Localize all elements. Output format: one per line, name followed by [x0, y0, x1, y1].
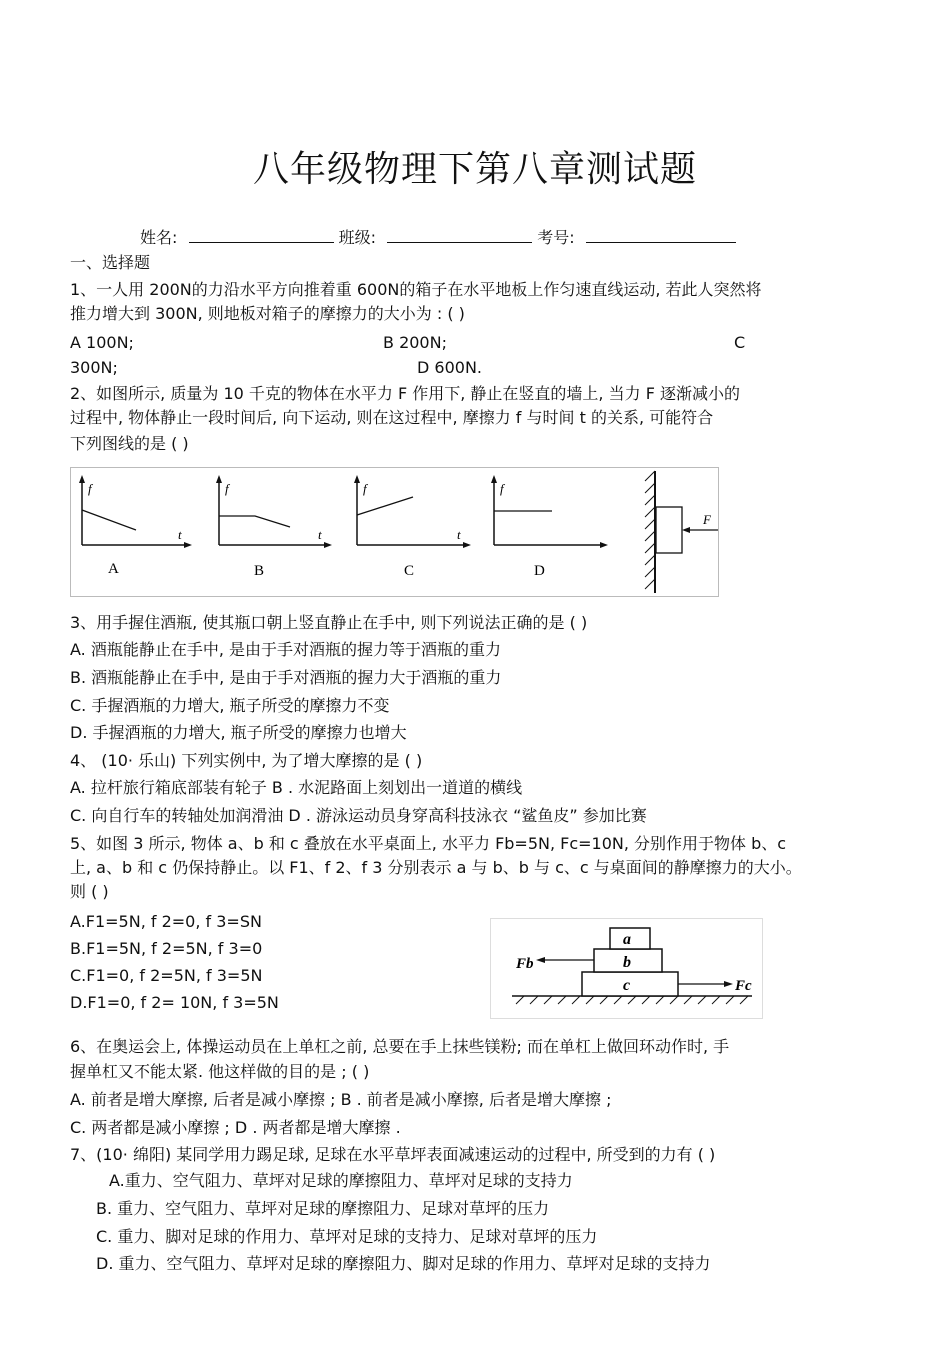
- graph-c-t-label: t: [457, 527, 461, 542]
- block-b-label: b: [623, 954, 631, 971]
- q5-line2: 上, a、b 和 c 仍保持静止。以 F1、f 2、f 3 分别表示 a 与 b、b 与 c、c 与桌面间的静摩擦力的大小。: [70, 858, 802, 877]
- q2-line2: 过程中, 物体静止一段时间后, 向下运动, 则在这过程中, 摩擦力 f 与时间 t 的关系, 可能符合: [70, 408, 714, 427]
- number-blank: [586, 226, 736, 243]
- q3-option-d: D. 手握酒瓶的力增大, 瓶子所受的摩擦力也增大: [70, 723, 407, 742]
- q1-option-a: A 100N;: [70, 333, 134, 352]
- q7-option-d: D. 重力、空气阻力、草坪对足球的摩擦阻力、脚对足球的作用力、草坪对足球的支持力: [96, 1254, 711, 1273]
- q5-option-a: A.F1=5N, f 2=0, f 3=SN: [70, 912, 262, 931]
- q7-option-c: C. 重力、脚对足球的作用力、草坪对足球的支持力、足球对草坪的压力: [96, 1227, 598, 1246]
- q6-options-cd: C. 两者都是减小摩擦 ; D . 两者都是增大摩擦 .: [70, 1118, 401, 1137]
- graph-b-label: B: [254, 563, 265, 579]
- q5-line1: 5、如图 3 所示, 物体 a、b 和 c 叠放在水平桌面上, 水平力 Fb=5N, Fc=10N, 分别作用于物体 b、c: [70, 834, 787, 853]
- graph-c: [354, 475, 471, 579]
- q4-options-cd: C. 向自行车的转轴处加润滑油 D . 游泳运动员身穿高科技泳衣 “鲨鱼皮” 参加比赛: [70, 806, 647, 825]
- q6-line2: 握单杠又不能太紧. 他这样做的目的是 ; ( ): [70, 1062, 370, 1081]
- q1-option-d: D 600N.: [417, 358, 482, 377]
- q4-options-ab: A. 拉杆旅行箱底部装有轮子 B . 水泥路面上刻划出一道道的横线: [70, 778, 523, 797]
- q1-option-c-letter: C: [734, 333, 746, 352]
- q5-option-b: B.F1=5N, f 2=5N, f 3=0: [70, 939, 263, 958]
- graph-b: [216, 475, 332, 579]
- q1-line1: 1、一人用 200N的力沿水平方向推着重 600N的箱子在水平地板上作匀速直线运动, 若此人突然将: [70, 280, 762, 299]
- graph-a-label: A: [108, 561, 119, 577]
- q1-option-b: B 200N;: [383, 333, 447, 352]
- q7-option-b: B. 重力、空气阻力、草坪对足球的摩擦阻力、足球对草坪的压力: [96, 1199, 550, 1218]
- block-a-label: a: [623, 931, 631, 948]
- name-blank: [189, 226, 334, 243]
- q3-option-b: B. 酒瓶能静止在手中, 是由于手对酒瓶的握力大于酒瓶的重力: [70, 668, 502, 687]
- graph-a: [79, 475, 192, 577]
- q4-stem: 4、 (10· 乐山) 下列实例中, 为了增大摩擦的是 ( ): [70, 751, 423, 770]
- q2-line3: 下列图线的是 ( ): [70, 434, 189, 453]
- q1-option-c-value: 300N;: [70, 358, 118, 377]
- q3-stem: 3、用手握住酒瓶, 使其瓶口朝上竖直静止在手中, 则下列说法正确的是 ( ): [70, 613, 588, 632]
- class-label: 班级:: [338, 228, 376, 247]
- name-label: 姓名:: [140, 228, 178, 247]
- q5-option-c: C.F1=0, f 2=5N, f 3=5N: [70, 966, 263, 985]
- graph-d: [491, 475, 608, 579]
- q2-graphs-figure: [70, 467, 720, 597]
- q7-stem: 7、(10· 绵阳) 某同学用力踢足球, 足球在水平草坪表面减速运动的过程中, 所受到的力有 ( ): [70, 1145, 716, 1164]
- q5-option-d: D.F1=0, f 2= 10N, f 3=5N: [70, 993, 279, 1012]
- fc-label: Fc: [735, 978, 752, 994]
- page-title: 八年级物理下第八章测试题: [252, 149, 697, 190]
- graph-d-f-label: f: [500, 481, 504, 496]
- fb-label: Fb: [516, 956, 534, 972]
- q6-line1: 6、在奥运会上, 体操运动员在上单杠之前, 总要在手上抹些镁粉; 而在单杠上做回环动作时, 手: [70, 1037, 730, 1056]
- number-label: 考号:: [537, 228, 575, 247]
- figure-frame: [71, 468, 719, 597]
- q5-blocks-figure: [490, 918, 765, 1020]
- block: [656, 507, 682, 553]
- graph-b-t-label: t: [318, 527, 322, 542]
- q2-line1: 2、如图所示, 质量为 10 千克的物体在水平力 F 作用下, 静止在竖直的墙上, 当力 F 逐渐减小的: [70, 384, 740, 403]
- q6-options-ab: A. 前者是增大摩擦, 后者是减小摩擦 ; B . 前者是减小摩擦, 后者是增大摩擦 ;: [70, 1090, 612, 1109]
- graph-b-f-label: f: [225, 481, 229, 496]
- graph-a-f-label: f: [88, 481, 92, 496]
- graph-c-curve: [357, 497, 413, 515]
- graph-d-label: D: [534, 563, 545, 579]
- q7-option-a: A.重力、空气阻力、草坪对足球的摩擦阻力、草坪对足球的支持力: [109, 1171, 573, 1190]
- q1-line2: 推力增大到 300N, 则地板对箱子的摩擦力的大小为 : ( ): [70, 304, 465, 323]
- q5-line3: 则 ( ): [70, 882, 109, 901]
- graph-c-f-label: f: [363, 481, 367, 496]
- graph-c-label: C: [404, 563, 415, 579]
- section-heading: 一、选择题: [70, 253, 151, 272]
- graph-a-t-label: t: [178, 527, 182, 542]
- student-info: [140, 226, 736, 248]
- graph-a-curve: [82, 510, 136, 530]
- block-c-label: c: [623, 977, 631, 994]
- q3-option-a: A. 酒瓶能静止在手中, 是由于手对酒瓶的握力等于酒瓶的重力: [70, 640, 502, 659]
- class-blank: [387, 226, 532, 243]
- wall-block-diagram: [645, 471, 718, 593]
- force-label: F: [703, 512, 711, 527]
- q3-option-c: C. 手握酒瓶的力增大, 瓶子所受的摩擦力不变: [70, 696, 390, 715]
- graph-b-curve: [219, 516, 290, 527]
